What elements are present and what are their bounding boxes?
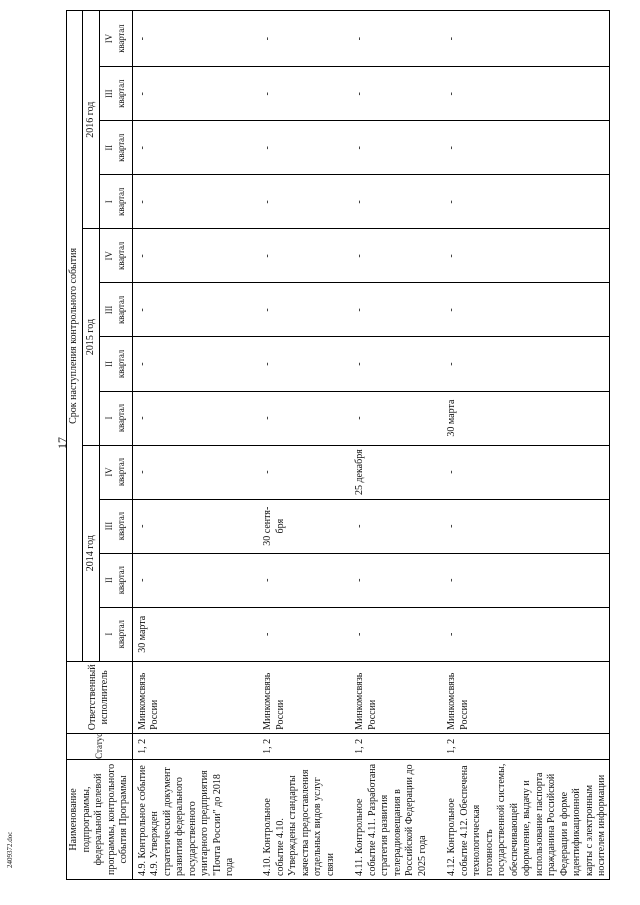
- quarter-cell: -: [442, 337, 609, 391]
- quarter-cell: -: [258, 121, 350, 175]
- header-quarter: IV квартал: [99, 445, 132, 499]
- quarter-cell: -: [258, 11, 350, 67]
- header-quarter: I квартал: [99, 175, 132, 229]
- event-executor: Минкомсвязь России: [258, 661, 350, 733]
- quarter-cell: -: [350, 11, 442, 67]
- table-row: [350, 11, 442, 880]
- quarter-cell: -: [442, 445, 609, 499]
- quarter-cell: 30 марта: [442, 391, 609, 445]
- quarter-cell: 25 декабря: [350, 445, 442, 499]
- header-name: Наименование подпрограммы, федеральной целевой программы, контрольного события Программы: [67, 759, 133, 879]
- event-name: 4.12. Контрольное событие 4.12. Обеспечена технологическая готовность государственной системы, обеспечивающей оформление, выдачу и использование паспорта гражданина Российской Федерации в форме идентификационной карты с электронным носителем информации: [442, 759, 609, 879]
- quarter-cell: -: [258, 607, 350, 661]
- quarter-cell: -: [350, 229, 442, 283]
- quarter-cell: -: [132, 121, 258, 175]
- event-name: 4.11. Контрольное событие 4.11. Разработана стратегия развития телерадиовещания в Российской Федерации до 2025 года: [350, 759, 442, 879]
- quarter-cell: -: [132, 337, 258, 391]
- quarter-cell: -: [350, 499, 442, 553]
- quarter-cell: -: [258, 337, 350, 391]
- quarter-cell: -: [442, 121, 609, 175]
- event-executor: Минкомсвязь России: [132, 661, 258, 733]
- header-quarter: II квартал: [99, 121, 132, 175]
- quarter-cell: -: [442, 67, 609, 121]
- quarter-cell: -: [132, 67, 258, 121]
- file-name: 2409372.doc: [6, 831, 14, 868]
- quarter-cell: -: [258, 229, 350, 283]
- event-name: 4.9. Контрольное событие 4.9. Утвержден стратегический документ развития федерального государственного унитарного предприятия "Почта России" до 2018 года: [132, 759, 258, 879]
- quarter-cell: 30 марта: [132, 607, 258, 661]
- quarter-cell: -: [258, 553, 350, 607]
- header-quarter: II квартал: [99, 553, 132, 607]
- header-quarter: I квартал: [99, 391, 132, 445]
- event-name: 4.10. Контрольное событие 4.10. Утверждены стандарты качества предоставления отдельных видов услуг связи: [258, 759, 350, 879]
- event-status: 1, 2: [258, 733, 350, 759]
- header-quarter: III квартал: [99, 67, 132, 121]
- quarter-cell: -: [350, 67, 442, 121]
- quarter-cell: -: [350, 175, 442, 229]
- header-quarter: IV квартал: [99, 11, 132, 67]
- quarter-cell: -: [350, 391, 442, 445]
- rotated-page: [66, 10, 614, 880]
- quarter-cell: -: [132, 229, 258, 283]
- quarter-cell: -: [132, 11, 258, 67]
- event-status: 1, 2: [442, 733, 609, 759]
- quarter-cell: -: [258, 67, 350, 121]
- quarter-cell: -: [132, 175, 258, 229]
- event-status: 1, 2: [350, 733, 442, 759]
- quarter-cell: -: [258, 445, 350, 499]
- quarter-cell: -: [350, 553, 442, 607]
- quarter-cell: -: [258, 391, 350, 445]
- table-row: [258, 11, 350, 880]
- header-status: Статус: [67, 733, 133, 759]
- control-events-table: [66, 10, 610, 880]
- table-row: [442, 11, 609, 880]
- page-number: 17: [55, 437, 69, 449]
- quarter-cell: -: [258, 283, 350, 337]
- header-quarter: II квартал: [99, 337, 132, 391]
- quarter-cell: -: [132, 391, 258, 445]
- quarter-cell: -: [132, 553, 258, 607]
- table-row: [132, 11, 258, 880]
- quarter-cell: -: [350, 607, 442, 661]
- quarter-cell: -: [442, 499, 609, 553]
- quarter-cell: -: [350, 121, 442, 175]
- header-executor: Ответственный исполнитель: [67, 661, 133, 733]
- quarter-cell: -: [350, 337, 442, 391]
- header-quarter: IV квартал: [99, 229, 132, 283]
- header-year-2016: 2016 год: [83, 11, 99, 229]
- event-status: 1, 2: [132, 733, 258, 759]
- header-year-2014: 2014 год: [83, 445, 99, 661]
- event-executor: Минкомсвязь России: [442, 661, 609, 733]
- quarter-cell: -: [442, 11, 609, 67]
- header-quarter: III квартал: [99, 283, 132, 337]
- quarter-cell: -: [132, 445, 258, 499]
- quarter-cell: -: [442, 607, 609, 661]
- quarter-cell: -: [258, 175, 350, 229]
- quarter-cell: -: [442, 175, 609, 229]
- quarter-cell: -: [442, 283, 609, 337]
- quarter-cell: -: [442, 229, 609, 283]
- event-executor: Минкомсвязь России: [350, 661, 442, 733]
- header-year-2015: 2015 год: [83, 229, 99, 445]
- header-quarter: I квартал: [99, 607, 132, 661]
- quarter-cell: 30 сентя-бря: [258, 499, 350, 553]
- quarter-cell: -: [350, 283, 442, 337]
- header-quarter: III квартал: [99, 499, 132, 553]
- quarter-cell: -: [132, 283, 258, 337]
- quarter-cell: -: [442, 553, 609, 607]
- quarter-cell: -: [132, 499, 258, 553]
- header-deadline: Срок наступления контрольного события: [67, 11, 83, 662]
